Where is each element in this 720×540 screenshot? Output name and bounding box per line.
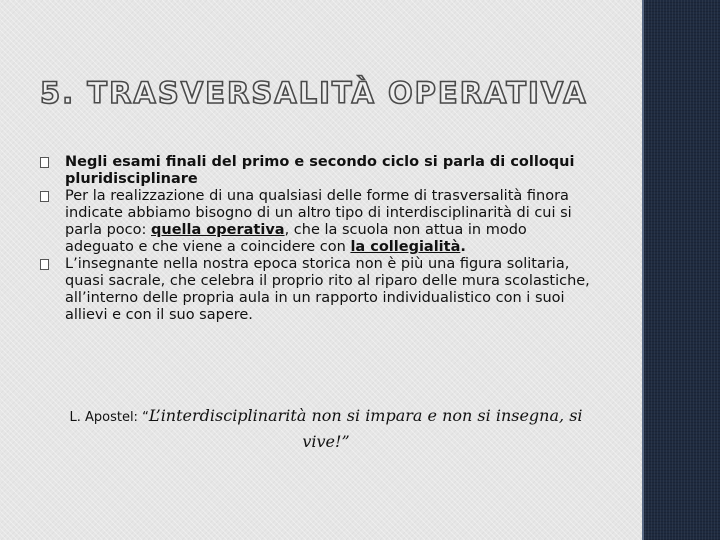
bullet-item bbox=[40, 154, 600, 188]
quote-text: L’interdisciplinarità non si impara e non si insegna, si vive!” bbox=[148, 406, 583, 451]
quote bbox=[56, 404, 596, 454]
side-panel bbox=[642, 0, 720, 540]
slide-title: 5. TRASVERSALITÀ OPERATIVA bbox=[40, 76, 588, 110]
bullet-emphasis: quella operativa bbox=[151, 222, 285, 238]
side-panel-edge bbox=[642, 0, 644, 540]
bullet-text: , che la scuola non attua in modo adeguato e che viene a coincidere con bbox=[65, 222, 527, 255]
bullet-text: Negli esami finali del primo e secondo ciclo si parla di colloqui pluridisciplinare bbox=[65, 154, 575, 187]
bullet-text: Per la realizzazione di una qualsiasi delle forme di trasversalità finora indicate abbiamo bisogno di un altro tipo di interdisciplinarità di cui si parla poco: bbox=[65, 188, 572, 238]
bullet-item bbox=[40, 188, 600, 256]
checkbox-bullet-icon bbox=[40, 157, 49, 168]
bullet-item bbox=[40, 256, 600, 324]
quote-author: L. Apostel: “ bbox=[69, 410, 149, 425]
bullet-text: . bbox=[460, 239, 466, 255]
bullet-emphasis: la collegialità bbox=[350, 239, 461, 255]
bullet-list bbox=[40, 154, 600, 324]
checkbox-bullet-icon bbox=[40, 191, 49, 202]
checkbox-bullet-icon bbox=[40, 259, 49, 270]
bullet-text: L’insegnante nella nostra epoca storica non è più una figura solitaria, quasi sacrale, che celebra il proprio rito al riparo delle mura scolastiche, all’interno delle propria aula in un rapporto individualistico con i suoi allievi e con il suo sapere. bbox=[65, 256, 590, 323]
